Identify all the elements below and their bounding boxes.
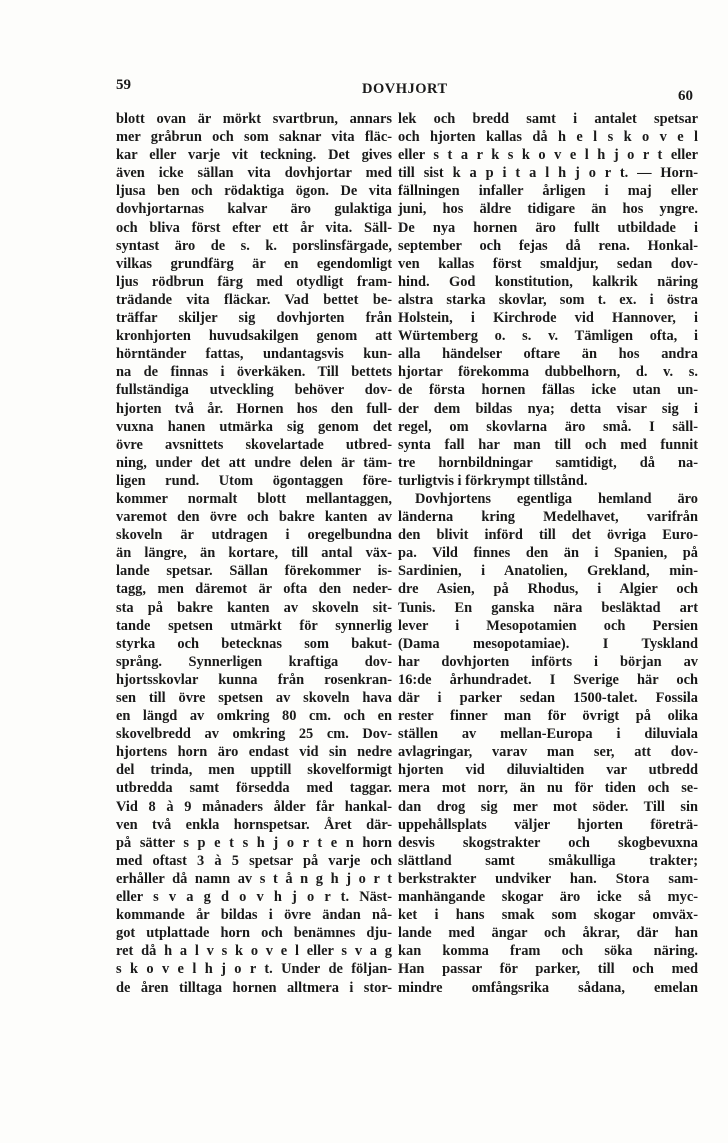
text-line: syntast äro de s. k. porslinsfärgade,: [116, 237, 392, 254]
text-line: har dovhjorten införts i början av: [398, 653, 698, 670]
text-line: uppehållsplats väljer hjorten företrä-: [398, 816, 698, 833]
text-line: hörntänder fattas, undantagsvis kun-: [116, 346, 392, 363]
text-line: ret då h a l v s k o v e l eller s v a g: [116, 943, 392, 960]
text-line: hind. God konstitution, kalkrik näring: [398, 273, 698, 290]
text-line: dovhjortarnas kalvar äro gulaktiga: [116, 201, 392, 218]
text-line: Sardinien, i Anatolien, Grekland, min-: [398, 563, 698, 580]
text-line: även icke sällan vita dovhjortar med: [116, 165, 392, 182]
text-line: länderna kring Medelhavet, varifrån: [398, 509, 698, 526]
text-line: styrka och betecknas som bakut-: [116, 635, 392, 652]
text-line: kan komma fram och söka näring.: [398, 943, 698, 960]
text-line: alstra starka skovlar, som t. ex. i östra: [398, 291, 698, 308]
text-line: desvis skogstrakter och skogbevuxna: [398, 834, 698, 851]
text-line: lande spetsar. Sällan förekommer is-: [116, 563, 392, 580]
text-line: na de finnas i överkäken. Till bettets: [116, 364, 392, 381]
text-line: vuxna hanen utmärka sig genom det: [116, 418, 392, 435]
text-line: turligtvis i förkrympt tillstånd.: [398, 472, 588, 489]
text-line: ning, under det att undre delen är täm-: [116, 454, 392, 471]
text-line: med oftast 3 à 5 spetsar på varje och: [116, 852, 392, 869]
text-line: (Dama mesopotamiae). I Tyskland: [398, 635, 698, 652]
text-line: en längd av omkring 80 cm. och en: [116, 708, 392, 725]
text-line: del trinda, men upptill skovelformigt: [116, 762, 392, 779]
text-line: där i parker sedan 1500-talet. Fossila: [398, 690, 698, 706]
text-line: kommande år bildas i övre ändan nå-: [116, 907, 392, 924]
running-header: DOVHJORT: [362, 81, 448, 97]
text-line: avlagringar, varav man ser, att dov-: [398, 744, 698, 761]
text-line: fullständiga utveckling behöver dov-: [116, 382, 392, 399]
text-line: och hjorten kallas då h e l s k o v e l: [398, 129, 698, 146]
text-line: slättland samt småkulliga trakter;: [398, 852, 698, 869]
text-line: manhängande skogar äro icke så myc-: [398, 889, 698, 906]
text-line: lek och bredd samt i antalet spetsar: [398, 111, 698, 127]
text-line: mera mot norr, än nu för tiden och se-: [398, 780, 698, 797]
text-line: De nya hornen äro fullt utbildade i: [398, 219, 698, 236]
text-line: Han passar för parker, till och med: [398, 961, 698, 978]
text-line: alla händelser oftare än hos andra: [398, 346, 698, 363]
text-line: vilkas grundfärg är en egendomligt: [116, 255, 392, 272]
text-line: hjorten två år. Hornen hos den full-: [116, 400, 392, 417]
text-line: varemot den övre och bakre kanten av: [116, 509, 392, 526]
text-line: kronhjorten huvudsakilgen genom att: [116, 328, 392, 345]
text-line: den blivit införd till det övriga Euro-: [398, 527, 698, 544]
text-line: ven två enkla hornspetsar. Året där-: [116, 816, 392, 833]
text-line: lande med ängar och åkrar, där han: [398, 925, 698, 942]
text-line: träffar skiljer sig dovhjorten från: [116, 310, 392, 327]
text-line: got utplattade horn och benämnes dju-: [116, 925, 392, 942]
text-line: Tunis. En ganska nära besläktad art: [398, 599, 698, 616]
text-line: erhåller då namn av s t å n g h j o r t: [116, 870, 392, 887]
text-line: tande spetsen utmärkt för synnerlig: [116, 617, 392, 634]
text-line: ljus rödbrun färg med otydligt fram-: [116, 273, 392, 290]
text-line: skovelbredd av omkring 25 cm. Dov-: [116, 726, 392, 743]
text-line: synta fall har man till och med funnit: [398, 436, 698, 453]
text-line: fällningen infaller årligen i maj eller: [398, 183, 698, 200]
right-text-column: [398, 110, 698, 997]
text-line: ven kallas först smaldjur, sedan dov-: [398, 255, 698, 272]
text-line: kommer normalt blott mellantaggen,: [116, 490, 392, 507]
text-line: juni, hos äldre tidigare än hos yngre.: [398, 201, 698, 218]
text-line: ställen av mellan-Europa i diluviala: [398, 726, 698, 743]
text-line: ligen rund. Utom ögontaggen före-: [116, 472, 392, 489]
text-line: tagg, men däremot är ofta den neder-: [116, 581, 392, 598]
text-line: dan drog sig mer mot söder. Till sin: [398, 798, 698, 815]
text-line: och bliva först efter ett år vita. Säll-: [116, 219, 392, 236]
text-line: hjortar förekomma dubbelhorn, d. v. s.: [398, 364, 698, 381]
left-text-column: [116, 110, 392, 997]
text-line: lever i Mesopotamien och Persien: [398, 617, 698, 634]
text-line: mer gråbrun och som saknar vita fläc-: [116, 129, 392, 146]
text-line: blott ovan är mörkt svartbrun, annars: [116, 111, 392, 127]
text-line: rester finner man för övrigt på olika: [398, 708, 698, 725]
text-line: trädande vita fläckar. Vad bettet be-: [116, 291, 392, 308]
text-line: eller s v a g d o v h j o r t. Näst-: [116, 889, 392, 906]
text-line: Holstein, i Kirchrode vid Hannover, i: [398, 310, 698, 327]
text-line: utbredda samt försedda med taggar.: [116, 780, 392, 797]
text-line: övre avsnittets skovelartade utbred-: [116, 436, 392, 453]
text-line: skoveln är utdragen i oregelbundna: [116, 527, 392, 544]
text-line: regel, om skovlarna äro små. I säll-: [398, 418, 698, 435]
text-line: eller s t a r k s k o v e l h j o r t eller: [398, 147, 698, 164]
text-line: ljusa ben och rödaktiga ögon. De vita: [116, 183, 392, 200]
text-line: hjortens horn äro endast vid sin nedre: [116, 744, 392, 761]
text-line: än längre, än kortare, till antal väx-: [116, 545, 392, 562]
text-line: kar eller varje vit teckning. Det gives: [116, 147, 392, 164]
text-line: tre hornbildningar samtidigt, då na-: [398, 454, 698, 471]
text-line: der dem bildas nya; detta visar sig i: [398, 400, 698, 417]
text-line: september och fejas då rena. Honkal-: [398, 237, 698, 254]
text-line: språng. Synnerligen kraftiga dov-: [116, 653, 392, 670]
text-line: de första hornen fällas icke utan un-: [398, 382, 698, 399]
text-line: sen till övre spetsen av skoveln hava: [116, 690, 392, 706]
text-line: hjorten vid diluvialtiden var utbredd: [398, 762, 698, 779]
text-line: Vid 8 à 9 månaders ålder får hankal-: [116, 798, 392, 815]
text-line: berkstrakter undviker han. Stora sam-: [398, 870, 698, 887]
text-line: Würtemberg o. s. v. Tämligen ofta, i: [398, 328, 698, 345]
text-line: ket i hans smak som skogar omväx-: [398, 907, 698, 924]
text-line: dre Asien, på Rhodus, i Algier och: [398, 581, 698, 598]
text-line: på sätter s p e t s h j o r t e n horn: [116, 834, 392, 851]
text-line: 16:de århundradet. I Sverige här och: [398, 671, 698, 688]
page-number-left: 59: [116, 77, 131, 93]
text-line: sta på bakre kanten av skoveln sit-: [116, 599, 392, 616]
text-line: pa. Vild finnes den än i Spanien, på: [398, 545, 698, 562]
text-line: s k o v e l h j o r t. Under de följan-: [116, 961, 392, 978]
page-number-right: 60: [678, 88, 693, 104]
text-line: till sist k a p i t a l h j o r t. — Horn-: [398, 165, 698, 182]
text-line: de åren tilltaga hornen alltmera i stor-: [116, 979, 392, 996]
text-line: Dovhjortens egentliga hemland äro: [415, 490, 698, 507]
text-line: mindre omfångsrika sådana, emelan: [398, 979, 698, 996]
text-line: hjortsskovlar kunna från rosenkran-: [116, 671, 392, 688]
